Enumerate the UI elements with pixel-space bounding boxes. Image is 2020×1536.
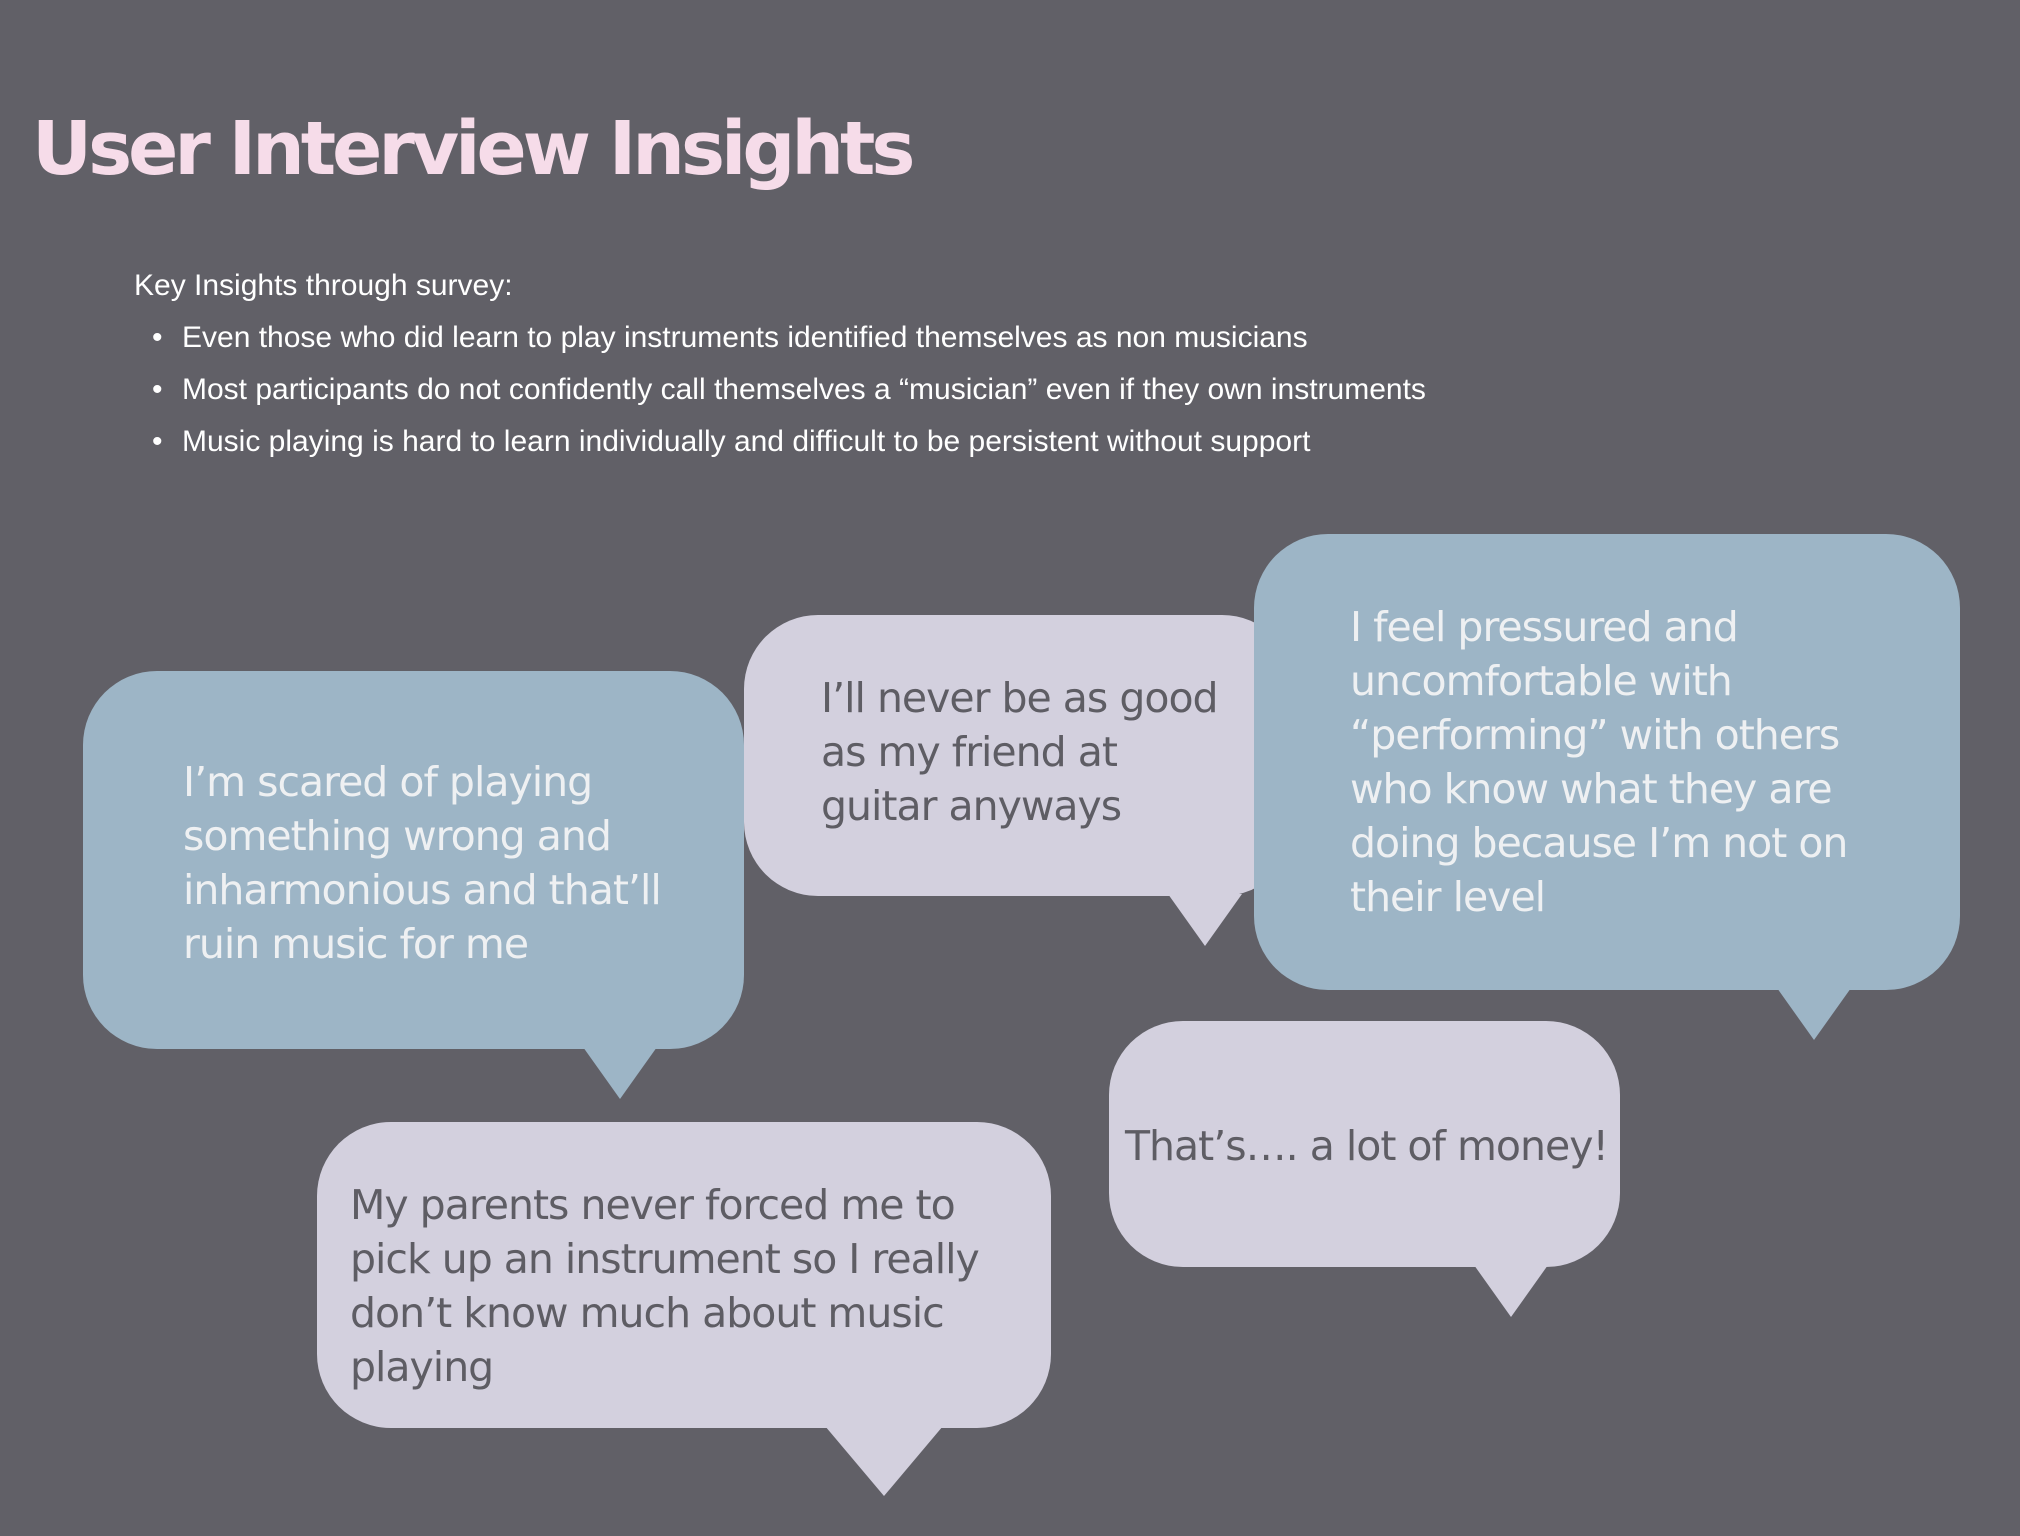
insight-item (134, 370, 1426, 410)
speech-bubble-tail (1474, 1265, 1548, 1317)
quote-line: I’m scared of playing (183, 758, 593, 806)
bullet-icon: • (152, 321, 163, 354)
insight-item (134, 318, 1426, 358)
quote-line: who know what they are (1350, 765, 1832, 813)
insight-text: Most participants do not confidently call themselves a “musician” even if they own instruments (182, 373, 1426, 406)
quote-bubble-parents (317, 1122, 1051, 1428)
quote-bubble-scared (83, 671, 744, 1049)
quote-line: inharmonious and that’ll (183, 866, 661, 914)
insight-text: Music playing is hard to learn individually and difficult to be persistent without support (182, 425, 1311, 458)
quote-line: ruin music for me (183, 920, 529, 968)
quote-line: “performing” with others (1350, 711, 1840, 759)
speech-bubble-tail (583, 1047, 657, 1099)
quote-text (821, 671, 1218, 833)
quote-line: something wrong and (183, 812, 611, 860)
quote-line: their level (1350, 873, 1546, 921)
quote-text (350, 1178, 979, 1394)
quote-line: I feel pressured and (1350, 603, 1738, 651)
bullet-icon: • (152, 373, 163, 406)
insight-item (134, 422, 1426, 462)
quote-line: playing (350, 1343, 494, 1391)
quote-bubble-pressured (1254, 534, 1960, 990)
quote-line: pick up an instrument so I really (350, 1235, 979, 1283)
quote-line: guitar anyways (821, 782, 1122, 830)
quote-line: as my friend at (821, 728, 1117, 776)
speech-bubble-tail (1168, 894, 1242, 946)
key-insights-section (134, 266, 1426, 474)
insights-list (134, 318, 1426, 462)
quote-line: don’t know much about music (350, 1289, 944, 1337)
page-title: User Interview Insights (32, 106, 912, 192)
quote-line: My parents never forced me to (350, 1181, 955, 1229)
quote-bubble-money (1109, 1021, 1620, 1267)
insight-text: Even those who did learn to play instruments identified themselves as non musicians (182, 321, 1308, 354)
quote-text (183, 755, 661, 971)
speech-bubble-tail (825, 1426, 943, 1496)
quote-line: uncomfortable with (1350, 657, 1732, 705)
quote-text (1350, 600, 1847, 924)
bullet-icon: • (152, 425, 163, 458)
quote-line: doing because I’m not on (1350, 819, 1848, 867)
insights-heading: Key Insights through survey: (134, 269, 513, 302)
quote-line: That’s…. a lot of money! (1125, 1122, 1608, 1170)
quote-line: I’ll never be as good (821, 674, 1218, 722)
quote-text (1125, 1119, 1608, 1173)
speech-bubble-tail (1777, 988, 1851, 1040)
quote-bubble-never-as-good (744, 615, 1296, 896)
